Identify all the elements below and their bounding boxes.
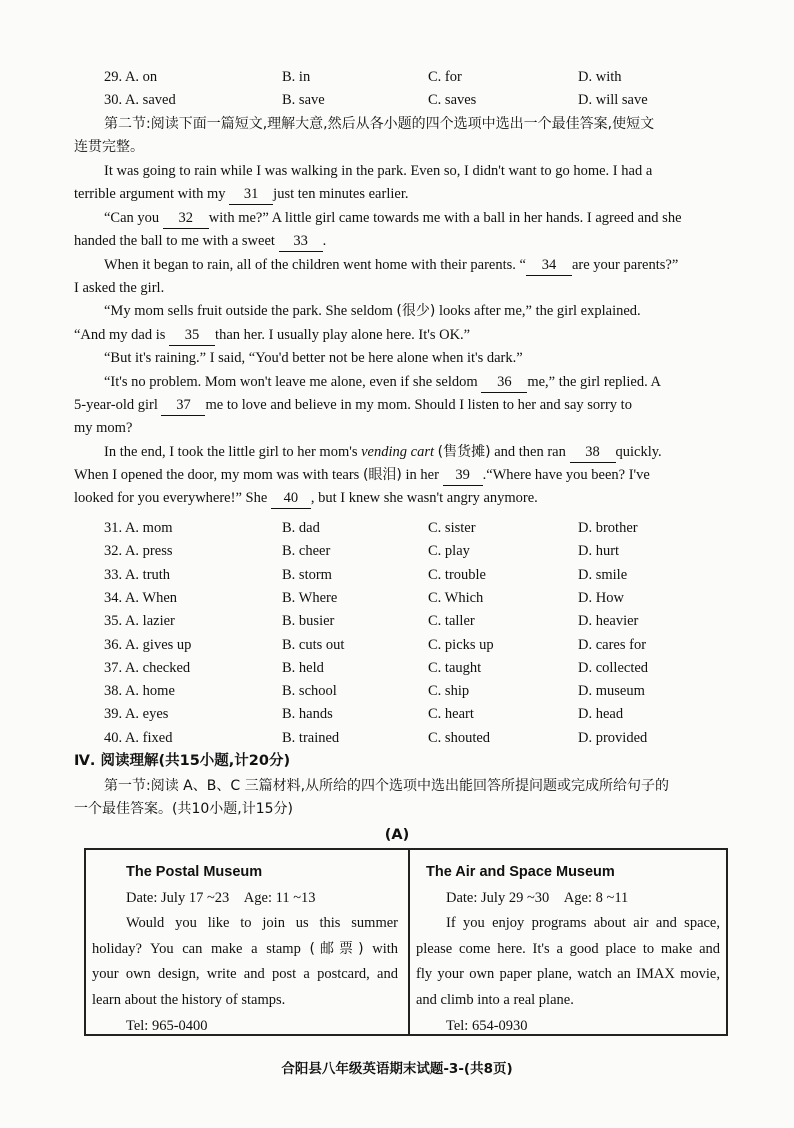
option-c: C. play (428, 543, 470, 560)
option-row (0, 610, 794, 633)
passage-line: “It's no problem. Mom won't leave me alone, even if she seldom 36 me,” the girl replied. A (74, 371, 740, 394)
option-d: D. will save (578, 92, 648, 108)
option-c: C. taught (428, 659, 482, 676)
option-d: D. with (578, 69, 622, 85)
blank-33: 33 (279, 231, 323, 252)
blank-31: 31 (229, 184, 273, 205)
option-row (0, 517, 794, 540)
blank-35: 35 (169, 325, 215, 346)
blank-39: 39 (443, 465, 483, 486)
passage-line: looked for you everywhere!” She 40 , but I knew she wasn't angry anymore. (74, 487, 740, 510)
cloze-passage (74, 160, 740, 511)
option-a: 32. A. press (104, 543, 173, 560)
option-a: 34. A. When (104, 589, 178, 606)
postal-museum-ad (92, 860, 398, 1039)
passage-line: “But it's raining.” I said, “You'd better not be here alone when it's dark.” (104, 350, 523, 367)
passage-line: 5-year-old girl 37 me to love and believe in my mom. Should I listen to her and say sorry to (74, 394, 740, 417)
option-b: B. held (282, 659, 324, 676)
option-row (0, 587, 794, 610)
option-d: D. collected (578, 659, 649, 676)
ad-body-line: learn about the history of stamps. (92, 991, 286, 1008)
instruction-line: 连贯完整。 (74, 139, 144, 156)
option-d: D. museum (578, 683, 645, 700)
ad-body-line: fly your own paper plane, watch an IMAX movie, (416, 966, 720, 983)
option-a: 33. A. truth (104, 566, 171, 583)
option-c: C. for (428, 69, 462, 85)
instruction-line: 第二节:阅读下面一篇短文,理解大意,然后从各小题的四个选项中选出一个最佳答案,使短文 (104, 116, 655, 132)
museum-ads-box (84, 848, 728, 1036)
option-b: B. dad (282, 520, 320, 536)
ad-tel: Tel: 965-0400 (126, 1017, 208, 1034)
option-d: D. hurt (578, 543, 620, 560)
ad-title: The Air and Space Museum (426, 864, 615, 880)
ad-body-line: If you enjoy programs about air and space, (446, 915, 720, 932)
air-space-museum-ad (416, 860, 720, 1039)
option-row (0, 727, 794, 750)
option-a: 29. A. on (104, 69, 158, 85)
option-c: C. taller (428, 613, 475, 630)
option-b: B. cheer (282, 543, 331, 560)
section2-instruction (74, 112, 740, 159)
option-a: 37. A. checked (104, 659, 191, 676)
passage-line: It was going to rain while I was walking in the park. Even so, I didn't want to go home. I had a (104, 163, 653, 179)
option-b: B. cuts out (282, 636, 345, 653)
option-row (0, 703, 794, 726)
ad-body-line: please come here. It's a good place to make and (416, 940, 720, 957)
passage-line: I asked the girl. (74, 279, 165, 296)
ad-body-line: holiday? You can make a stamp (邮票) with (92, 940, 398, 957)
option-b: B. in (282, 69, 311, 85)
option-row-29 (0, 66, 794, 89)
passage-line: When it began to rain, all of the children went home with their parents. “ 34 are your parents?” (74, 254, 740, 277)
passage-line: terrible argument with my 31 just ten minutes earlier. (74, 183, 740, 206)
passage-line: In the end, I took the little girl to her mom's vending cart (售货摊) and then ran 38 quickly. (74, 441, 740, 464)
option-b: B. busier (282, 613, 335, 630)
option-b: B. Where (282, 589, 338, 606)
divider (408, 850, 410, 1034)
option-a: 39. A. eyes (104, 706, 169, 723)
option-a: 35. A. lazier (104, 613, 175, 630)
option-d: D. heavier (578, 613, 639, 630)
page-footer: 合阳县八年级英语期末试题-3-(共8页) (281, 1061, 513, 1077)
passage-line: “And my dad is 35 than her. I usually play alone here. It's OK.” (74, 324, 740, 347)
option-b: B. trained (282, 729, 340, 746)
option-row-30 (0, 89, 794, 112)
option-b: B. storm (282, 566, 332, 583)
instruction-line: 一个最佳答案。(共10小题,计15分) (74, 801, 294, 818)
ad-body-line: and climb into a real plane. (416, 991, 574, 1008)
option-c: C. picks up (428, 636, 494, 653)
blank-32: 32 (163, 208, 209, 229)
option-c: C. sister (428, 520, 476, 536)
blank-36: 36 (481, 372, 527, 393)
passage-line: “My mom sells fruit outside the park. She seldom (很少) looks after me,” the girl explained. (104, 303, 641, 320)
option-row (0, 564, 794, 587)
blank-40: 40 (271, 488, 311, 509)
option-row (0, 657, 794, 680)
option-d: D. How (578, 589, 624, 606)
ad-date-age: Date: July 17 ~23 Age: 11 ~13 (126, 889, 316, 906)
ad-body-line: your own design, write and post a postcard, and (92, 966, 398, 983)
part-label: (A) (384, 827, 410, 843)
passage-line: my mom? (74, 420, 133, 437)
option-row (0, 540, 794, 563)
option-d: D. smile (578, 566, 628, 583)
ad-body-line: Would you like to join us this summer (126, 915, 398, 932)
option-b: B. save (282, 92, 325, 108)
reading-instruction (74, 774, 740, 821)
instruction-line: 第一节:阅读 A、B、C 三篇材料,从所给的四个选项中选出能回答所提问题或完成所给句子的 (104, 778, 670, 794)
ad-tel: Tel: 654-0930 (446, 1017, 528, 1034)
option-row (0, 680, 794, 703)
blank-34: 34 (526, 255, 572, 276)
option-b: B. school (282, 683, 337, 700)
option-b: B. hands (282, 706, 333, 723)
option-c: C. heart (428, 706, 474, 723)
option-a: 38. A. home (104, 683, 175, 700)
blank-38: 38 (570, 442, 616, 463)
passage-line: handed the ball to me with a sweet 33 . (74, 230, 740, 253)
ad-date-age: Date: July 29 ~30 Age: 8 ~11 (446, 889, 629, 906)
reading-heading: Ⅳ. 阅读理解(共15小题,计20分) (74, 753, 291, 769)
option-c: C. ship (428, 683, 470, 700)
option-c: C. shouted (428, 729, 491, 746)
option-a: 31. A. mom (104, 520, 173, 536)
option-d: D. cares for (578, 636, 647, 653)
blank-37: 37 (161, 395, 205, 416)
ad-title: The Postal Museum (126, 864, 263, 880)
passage-line: “Can you 32 with me?” A little girl came towards me with a ball in her hands. I agreed and she (74, 207, 740, 230)
option-c: C. Which (428, 589, 484, 606)
option-a: 36. A. gives up (104, 636, 192, 653)
option-d: D. provided (578, 729, 648, 746)
option-c: C. trouble (428, 566, 486, 583)
option-d: D. brother (578, 520, 638, 536)
option-row (0, 634, 794, 657)
option-a: 30. A. saved (104, 92, 176, 108)
option-a: 40. A. fixed (104, 729, 173, 746)
passage-line: When I opened the door, my mom was with tears (眼泪) in her 39 .“Where have you been? I've (74, 464, 740, 487)
option-c: C. saves (428, 92, 477, 108)
option-d: D. head (578, 706, 624, 723)
